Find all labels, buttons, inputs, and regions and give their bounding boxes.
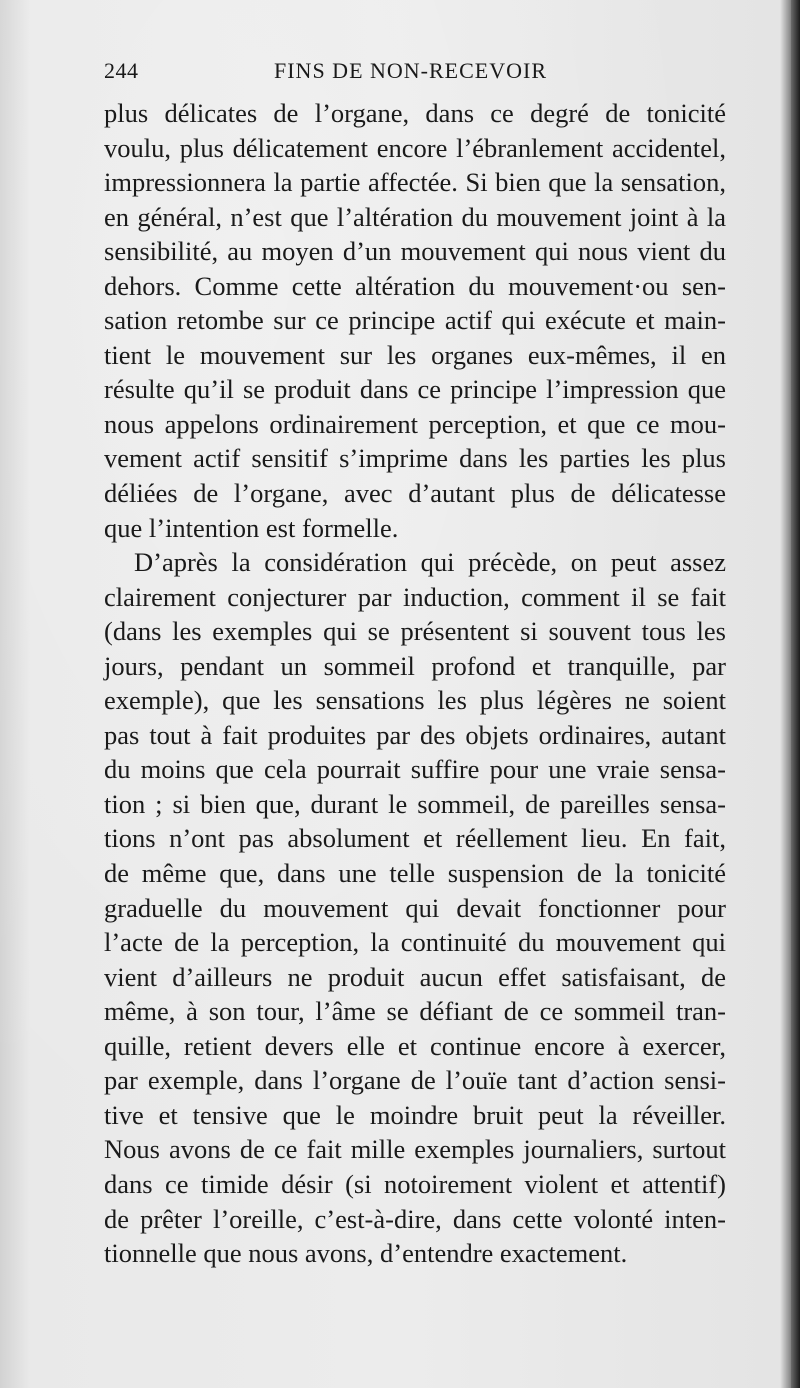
text-line: vient d’ailleurs ne produit aucun effet satisfaisant, de [104,961,726,992]
text-line: graduelle du mouvement qui devait fonctionner pour [104,892,726,923]
text-line: nous appelons ordinairement perception, et que ce mou- [104,408,726,439]
text-line: l’acte de la perception, la continuité du mouvement qui [104,927,726,958]
text-line: Nous avons de ce fait mille exemples journaliers, surtout [104,1134,726,1165]
text-line: dehors. Comme cette altération du mouvement·ou sen- [104,270,726,301]
text-line: du moins que cela pourrait suffire pour une vraie sensa- [104,754,726,785]
text-line: (dans les exemples qui se présentent si souvent tous les [104,616,726,647]
text-line: pas tout à fait produites par des objets ordinaires, autant [104,719,726,750]
running-head: FINS DE NON-RECEVOIR [274,58,547,83]
page-header [104,58,726,90]
text-line: en général, n’est que l’altération du mouvement joint à la [104,201,726,232]
text-line: tive et tensive que le moindre bruit peut la réveiller. [104,1099,726,1130]
text-line: plus délicates de l’organe, dans ce degré de tonicité [104,98,726,128]
text-line: tient le mouvement sur les organes eux-mêmes, il en [104,339,726,370]
paragraph-end-line: que l’intention est formelle. [104,512,399,543]
text-line: jours, pendant un sommeil profond et tranquille, par [104,650,726,681]
text-line: de même que, dans une telle suspension de la tonicité [104,858,726,889]
text-line: impressionnera la partie affectée. Si bien que la sensation, [104,167,726,198]
text-line: dans ce timide désir (si notoirement violent et attentif) [104,1168,726,1199]
text-line: voulu, plus délicatement encore l’ébranlement accidentel, [104,132,726,163]
text-line: sation retombe sur ce principe actif qui exécute et main- [104,305,726,336]
text-line: par exemple, dans l’organe de l’ouïe tant d’action sensi- [104,1065,726,1096]
text-line: vement actif sensitif s’imprime dans les parties les plus [104,443,726,474]
text-line: résulte qu’il se produit dans ce principe l’impression que [104,374,726,405]
page-edge-shadow [791,0,800,1388]
body-text [104,96,726,1271]
text-line: clairement conjecturer par induction, comment il se fait [104,581,726,612]
text-line: même, à son tour, l’âme se défiant de ce sommeil tran- [104,996,726,1027]
text-line: de prêter l’oreille, c’est-à-dire, dans cette volonté inten- [104,1203,726,1234]
text-line: exemple), que les sensations les plus légères ne soient [104,685,726,716]
text-line: tions n’ont pas absolument et réellement lieu. En fait, [104,823,726,854]
text-line: sensibilité, au moyen d’un mouvement qui nous vient du [104,236,726,267]
text-line: quille, retient devers elle et continue encore à exercer, [104,1030,726,1061]
page-number: 244 [104,58,139,83]
paragraph-start-line: D’après la considération qui précède, on peut assez [134,547,726,578]
paragraph-end-line: tionnelle que nous avons, d’entendre exactement. [104,1238,628,1269]
text-line: déliées de l’organe, avec d’autant plus de délicatesse [104,478,726,509]
text-line: tion ; si bien que, durant le sommeil, de pareilles sensa- [104,788,726,819]
